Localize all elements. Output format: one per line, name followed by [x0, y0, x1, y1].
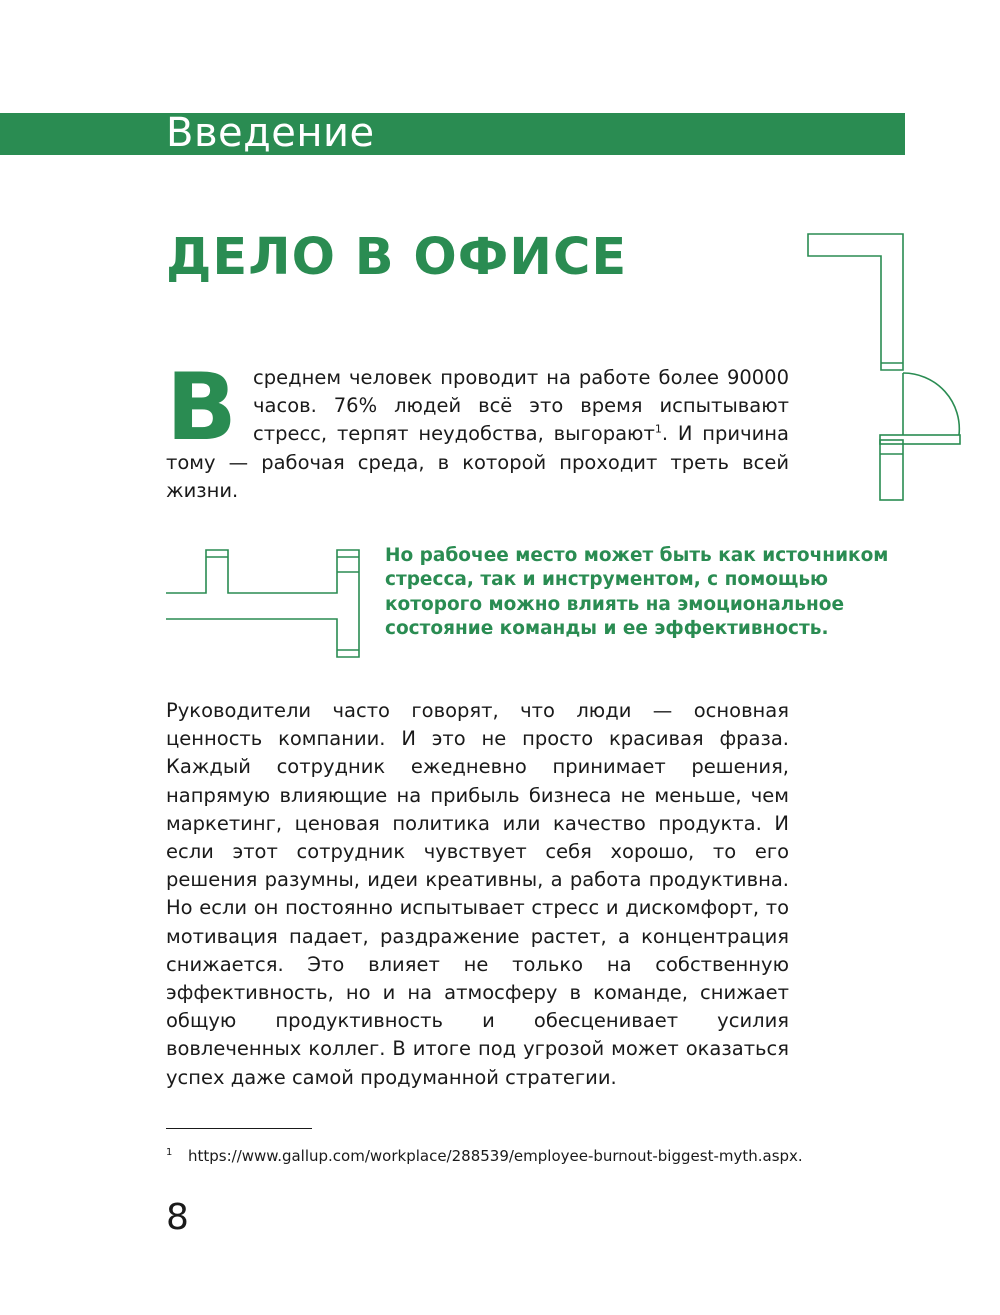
footnote — [166, 1146, 866, 1166]
intro-text: среднем человек проводит на работе более 90000 часов. 76% людей всё это время испытывают стресс, терпят неудобства, выгорают — [253, 366, 789, 446]
footnote-number: 1 — [166, 1147, 173, 1158]
body-paragraph: Руководители часто говорят, что люди — основная ценность компании. И это не просто красивая фраза. Каждый сотрудник ежедневно принимает решения, напрямую влияющие на прибыль бизнеса не меньше, чем маркетинг, ценовая политика или качество продукта. И если этот сотрудник чувствует себя хорошо, то его решения разумны, идеи креативны, а работа продуктивна. Но если он постоянно испытывает стресс и дискомфорт, то мотивация падает, раздражение растет, а концентрация снижается. Это влияет не только на собственную эффективность, но и на атмосферу в команде, снижает общую продуктивность и обесценивает усилия вовлеченных коллег. В итоге под угрозой может оказаться успех даже самой продуманной стратегии. — [166, 699, 789, 1089]
pull-quote: Но рабочее место может быть как источником стресса, так и инструментом, с помощью которого можно влиять на эмоциональное состояние команды и ее эффективность. — [385, 545, 889, 639]
dropcap: В — [166, 353, 237, 461]
section-label: Введение — [166, 110, 375, 156]
intro-text-after: . И причина тому — рабочая среда, в которой проходит треть всей жизни. — [166, 422, 789, 502]
intro-paragraph — [166, 353, 789, 505]
floor-plan-wall-icon — [160, 544, 370, 664]
footnote-divider — [166, 1128, 312, 1129]
floor-plan-door-icon — [800, 230, 970, 505]
page-number: 8 — [166, 1197, 189, 1238]
footnote-link[interactable]: https://www.gallup.com/workplace/288539/employee-burnout-biggest-myth.aspx. — [188, 1147, 803, 1165]
section-header-band — [0, 113, 905, 155]
page-title: ДЕЛО В ОФИСЕ — [166, 228, 628, 287]
footnote-ref: 1 — [654, 422, 662, 436]
